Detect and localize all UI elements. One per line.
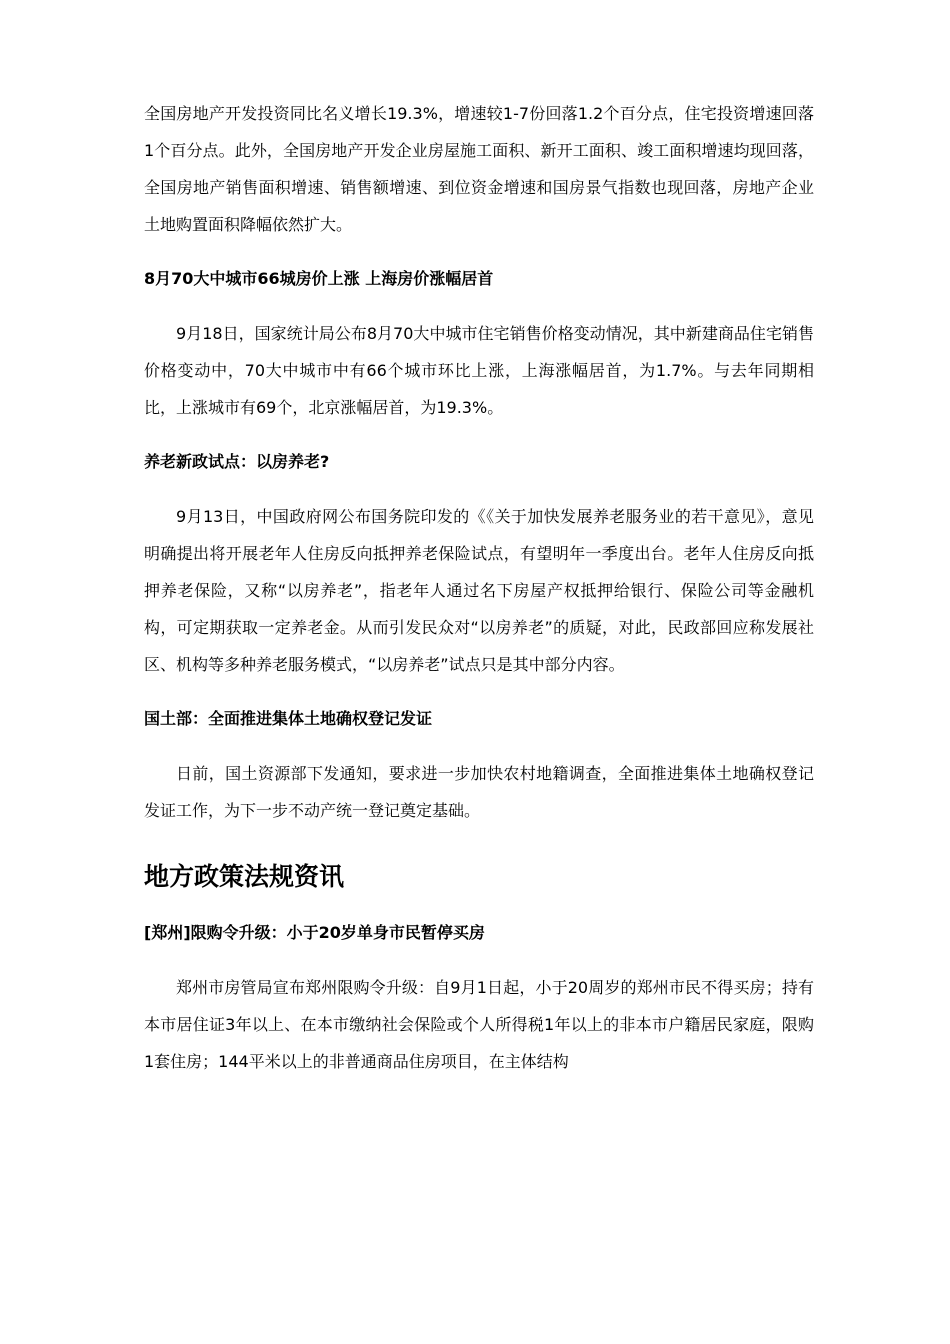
document-page xyxy=(144,95,814,1080)
article-heading-housing-prices: 8月70大中城市66城房价上涨 上海房价涨幅居首 xyxy=(144,269,494,288)
article-body-pension-policy: 9月13日，中国政府网公布国务院印发的《《关于加快发展养老服务业的若干意见》，意见明确提出将开展老年人住房反向抵押养老保险试点，有望明年一季度出台。老年人住房反向抵押养老保险，又称“以房养老”，指老年人通过名下房屋产权抵押给银行、保险公司等金融机构，可定期获取一定养老金。从而引发民众对“以房养老”的质疑，对此，民政部回应称发展社区、机构等多种养老服务模式，“以房养老”试点只是其中部分内容。 xyxy=(144,507,814,674)
article-heading-zhengzhou: [郑州]限购令升级：小于20岁单身市民暂停买房 xyxy=(144,923,485,942)
article-heading-pension-policy: 养老新政试点：以房养老? xyxy=(144,452,330,471)
article-body-zhengzhou: 郑州市房管局宣布郑州限购令升级：自9月1日起，小于20周岁的郑州市民不得买房；持有本市居住证3年以上、在本市缴纳社会保险或个人所得税1年以上的非本市户籍居民家庭，限购1套住房；144平米以上的非普通商品住房项目，在主体结构 xyxy=(144,978,814,1071)
section-title-local-policy: 地方政策法规资讯 xyxy=(144,862,345,891)
article-body-housing-prices: 9月18日，国家统计局公布8月70大中城市住宅销售价格变动情况，其中新建商品住宅销售价格变动中，70大中城市中有66个城市环比上涨，上海涨幅居首，为1.7%。与去年同期相比，上涨城市有69个，北京涨幅居首，为19.3%。 xyxy=(144,324,814,417)
intro-paragraph: 全国房地产开发投资同比名义增长19.3%，增速较1-7份回落1.2个百分点，住宅投资增速回落1个百分点。此外，全国房地产开发企业房屋施工面积、新开工面积、竣工面积增速均现回落，全国房地产销售面积增速、销售额增速、到位资金增速和国房景气指数也现回落，房地产企业土地购置面积降幅依然扩大。 xyxy=(144,104,814,234)
article-heading-land-rights: 国土部：全面推进集体土地确权登记发证 xyxy=(144,709,433,728)
article-body-land-rights: 日前，国土资源部下发通知，要求进一步加快农村地籍调查，全面推进集体土地确权登记发证工作，为下一步不动产统一登记奠定基础。 xyxy=(144,764,814,820)
